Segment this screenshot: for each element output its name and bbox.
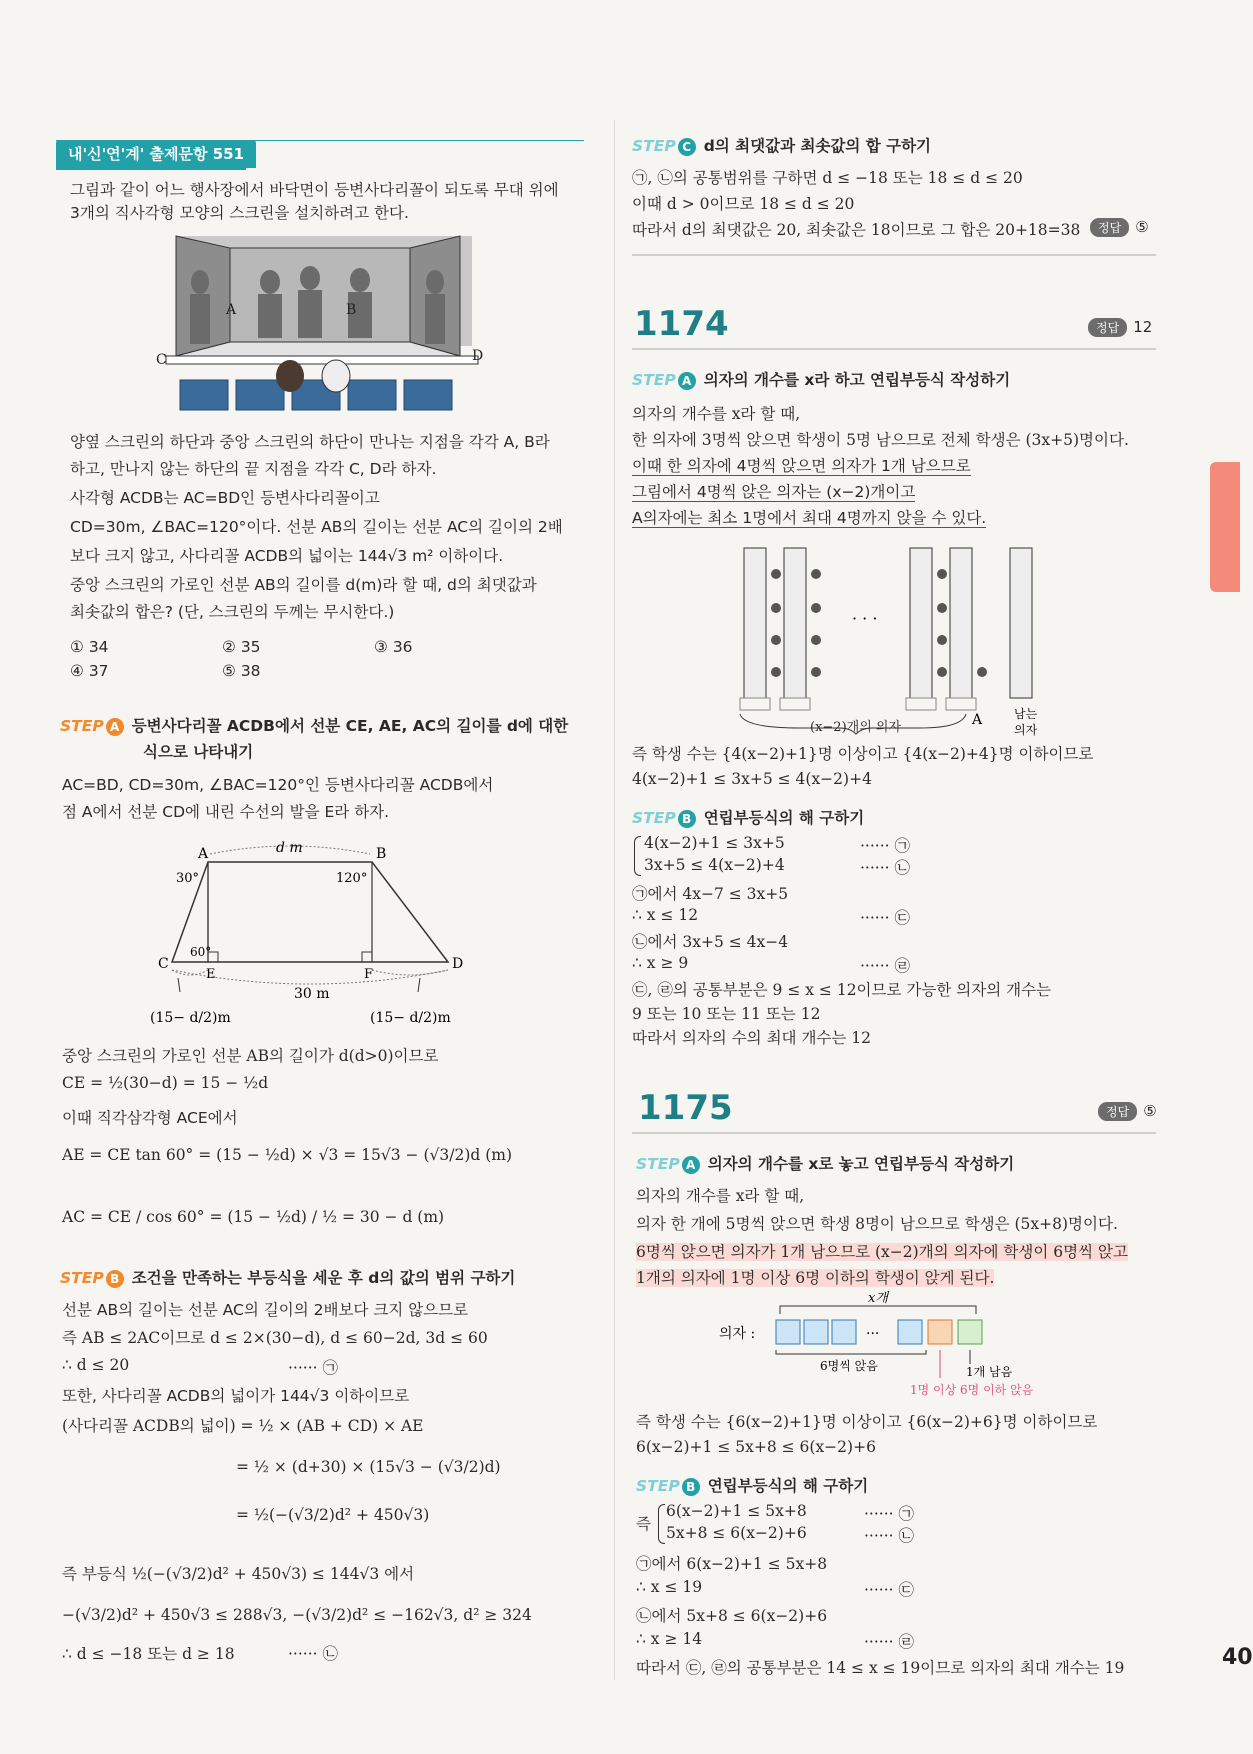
step-a-line-3: 중앙 스크린의 가로인 선분 AB의 길이가 d(d>0)이므로 [62, 1047, 439, 1065]
p1174-step-a-heading: STEP A 의자의 개수를 x라 하고 연립부등식 작성하기 [632, 371, 1011, 389]
step-b-line-1: 선분 AB의 길이는 선분 AC의 길이의 2배보다 크지 않으므로 [62, 1301, 469, 1319]
step-c-line-3: 따라서 d의 최댓값은 20, 최솟값은 18이므로 그 합은 20+18=38 [632, 221, 1081, 239]
p1175-line-1: 의자의 개수를 x라 할 때, [636, 1187, 805, 1205]
step-a-line-6: AE = CE tan 60° = (15 − ½d) × √3 = 15√3 − (√3/2)d (m) [62, 1146, 513, 1164]
step-a-line-1: AC=BD, CD=30m, ∠BAC=120°인 등변사다리꼴 ACDB에서 [62, 776, 494, 794]
step-b-line-2: 즉 AB ≤ 2AC이므로 d ≤ 2×(30−d), d ≤ 60−2d, 3d ≤ 60 [62, 1329, 488, 1347]
step-c-line-1: ㉠, ㉡의 공통범위를 구하면 d ≤ −18 또는 18 ≤ d ≤ 20 [632, 169, 1023, 187]
p1175-sol-2: ∴ x ≤ 19 [636, 1578, 703, 1596]
step-a-line-5: 이때 직각삼각형 ACE에서 [62, 1109, 238, 1127]
chairs-figure [740, 528, 1080, 736]
trap-label-d: D [452, 956, 464, 972]
p1174-line-2: 한 의자에 3명씩 앉으면 학생이 5명 남으므로 전체 학생은 (3x+5)명이다. [632, 431, 1129, 449]
p1175-sol-1: ㉠에서 6(x−2)+1 ≤ 5x+8 [636, 1555, 828, 1573]
stage-screen-figure [156, 232, 490, 417]
trapezoid-figure [150, 828, 510, 1036]
p1175-sol-5: 따라서 ㉢, ㉣의 공통부분은 14 ≤ x ≤ 19이므로 의자의 최대 개수는 19 [636, 1659, 1125, 1677]
p1174-line-5: A의자에는 최소 1명에서 최대 4명까지 앉을 수 있다. [632, 509, 987, 527]
p1175-sys-prefix: 즉 [636, 1515, 651, 1533]
step-b-line-4: 또한, 사다리꼴 ACDB의 넓이가 144√3 이하이므로 [62, 1387, 410, 1405]
choice-2: ② 35 [222, 638, 261, 656]
seat-one-left-label: 1개 남음 [966, 1365, 1013, 1379]
p1174-mark-1: ······ ㉠ [860, 837, 910, 855]
choice-1: ① 34 [70, 638, 109, 656]
step-a-heading-2: 식으로 나타내기 [143, 743, 254, 761]
p1174-mark-3: ······ ㉢ [860, 909, 910, 927]
seat-six-label: 6명씩 앉음 [820, 1359, 878, 1373]
chairs-dots: · · · [852, 609, 878, 628]
trap-label-right-seg: (15− d/2)m [370, 1010, 451, 1026]
trap-label-angle-30: 30° [176, 871, 200, 886]
p1175-sys-2: 5x+8 ≤ 6(x−2)+6 [666, 1524, 807, 1542]
step-b-heading: STEP B 조건을 만족하는 부등식을 세운 후 d의 값의 범위 구하기 [60, 1269, 516, 1287]
step-a-heading: STEP A 등변사다리꼴 ACDB에서 선분 CE, AE, AC의 길이를 d에 대한 [60, 717, 569, 735]
p1175-line-5: 즉 학생 수는 {6(x−2)+1}명 이상이고 {6(x−2)+6}명 이하이므로 [636, 1413, 1098, 1431]
figure-label-d: D [472, 348, 484, 364]
figure-label-b: B [346, 302, 357, 318]
problem-header-tag: 내'신'연'계' 출제문항 551 [56, 140, 256, 168]
p1175-step-a-heading: STEP A 의자의 개수를 x로 놓고 연립부등식 작성하기 [636, 1155, 1015, 1173]
answer-1175: 정답 ⑤ [1098, 1102, 1157, 1121]
problem2-text-3: 사각형 ACDB는 AC=BD인 등변사다리꼴이고 [70, 489, 380, 507]
trap-label-angle-60: 60° [190, 945, 212, 959]
p1174-sol-1: ㉠에서 4x−7 ≤ 3x+5 [632, 885, 789, 903]
p1175-mark-3: ······ ㉢ [864, 1581, 914, 1599]
p1175-sol-4: ∴ x ≥ 14 [636, 1630, 703, 1648]
trap-label-b: B [376, 846, 387, 862]
seat-row-label: 의자 : [719, 1326, 756, 1342]
seat-count-label: x개 [868, 1291, 888, 1306]
chair-label-empty-1: 남는 [1014, 707, 1038, 721]
choice-5: ⑤ 38 [222, 662, 261, 680]
p1175-mark-4: ······ ㉣ [864, 1633, 914, 1651]
step-c-answer: 정답 ⑤ [1090, 218, 1149, 237]
mark-1: ······ ㉠ [288, 1359, 338, 1377]
p1174-system-brace [634, 836, 641, 876]
problem2-text-2: 하고, 만나지 않는 하단의 끝 지점을 각각 C, D라 하자. [70, 460, 437, 478]
p1175-step-b-heading: STEP B 연립부등식의 해 구하기 [636, 1477, 869, 1495]
chair-label-empty-2: 의자 [1014, 723, 1038, 737]
p1174-mark-2: ······ ㉡ [860, 859, 910, 877]
p1174-line-3: 이때 한 의자에 4명씩 앉으면 의자가 1개 남으므로 [632, 457, 971, 475]
p1174-line-1: 의자의 개수를 x라 할 때, [632, 405, 801, 423]
trap-label-c: C [158, 956, 169, 972]
problem-text-2: 3개의 직사각형 모양의 스크린을 설치하려고 한다. [70, 204, 409, 222]
trap-label-left-seg: (15− d/2)m [150, 1010, 231, 1026]
step-b-line-10: ∴ d ≤ −18 또는 d ≥ 18 [62, 1645, 235, 1663]
p1175-line-6: 6(x−2)+1 ≤ 5x+8 ≤ 6(x−2)+6 [636, 1438, 876, 1456]
step-a-line-2: 점 A에서 선분 CD에 내린 수선의 발을 E라 하자. [62, 803, 390, 821]
step-b-line-5: (사다리꼴 ACDB의 넓이) = ½ × (AB + CD) × AE [62, 1417, 424, 1435]
p1174-sol-6: 9 또는 10 또는 11 또는 12 [632, 1005, 821, 1023]
problem2-text-1: 양옆 스크린의 하단과 중앙 스크린의 하단이 만나는 지점을 각각 A, B라 [70, 433, 550, 451]
p1175-sol-3: ㉡에서 5x+8 ≤ 6(x−2)+6 [636, 1607, 828, 1625]
chairs-brace-label: (x−2)개의 의자 [810, 720, 902, 735]
page-number: 40 [1222, 1645, 1253, 1670]
p1174-sol-3: ㉡에서 3x+5 ≤ 4x−4 [632, 933, 789, 951]
p1175-line-3: 6명씩 앉으면 의자가 1개 남으므로 (x−2)개의 의자에 학생이 6명씩 앉고 [636, 1243, 1128, 1261]
seat-dots: ··· [866, 1326, 880, 1342]
choice-3: ③ 36 [374, 638, 413, 656]
section-rule-1 [632, 254, 1156, 256]
p1174-line-7: 4(x−2)+1 ≤ 3x+5 ≤ 4(x−2)+4 [632, 770, 872, 788]
trap-label-bottom: 30 m [294, 986, 330, 1002]
p1175-sys-1: 6(x−2)+1 ≤ 5x+8 [666, 1502, 807, 1520]
problem2-text-7: 최솟값의 합은? (단, 스크린의 두께는 무시한다.) [70, 603, 395, 621]
mark-2: ······ ㉡ [288, 1645, 338, 1663]
trap-label-top: d m [276, 840, 303, 856]
p1174-sol-2: ∴ x ≤ 12 [632, 906, 699, 924]
column-divider [614, 120, 615, 1680]
figure-label-a: A [226, 302, 237, 318]
p1174-sol-5: ㉢, ㉣의 공통부분은 9 ≤ x ≤ 12이므로 가능한 의자의 개수는 [632, 981, 1052, 999]
trap-label-a: A [198, 846, 209, 862]
problem-number-1175: 1175 [638, 1088, 733, 1128]
step-a-line-7: AC = CE / cos 60° = (15 − ½d) / ½ = 30 − d (m) [62, 1208, 445, 1226]
problem2-text-4: CD=30m, ∠BAC=120°이다. 선분 AB의 길이는 선분 AC의 길이의 2배 [70, 518, 563, 536]
p1175-line-4: 1개의 의자에 1명 이상 6명 이하의 학생이 앉게 된다. [636, 1269, 995, 1287]
step-a-line-4: CE = ½(30−d) = 15 − ½d [62, 1074, 269, 1092]
step-c-heading: STEP C d의 최댓값과 최솟값의 합 구하기 [632, 137, 932, 155]
p1175-system-brace [658, 1504, 665, 1544]
figure-label-c: C [156, 352, 167, 368]
p1175-mark-2: ······ ㉡ [864, 1527, 914, 1545]
step-b-line-6: = ½ × (d+30) × (15√3 − (√3/2)d) [236, 1458, 501, 1476]
p1174-sol-4: ∴ x ≥ 9 [632, 954, 689, 972]
answer-1174: 정답 12 [1088, 318, 1152, 337]
problem2-text-5: 보다 크지 않고, 사다리꼴 ACDB의 넓이는 144√3 m² 이하이다. [70, 547, 504, 565]
section-rule-1174 [632, 348, 1156, 350]
trap-label-angle-120: 120° [336, 871, 368, 886]
p1174-line-4: 그림에서 4명씩 앉은 의자는 (x−2)개이고 [632, 483, 916, 501]
choice-4: ④ 37 [70, 662, 109, 680]
step-c-line-2: 이때 d > 0이므로 18 ≤ d ≤ 20 [632, 195, 855, 213]
p1175-line-2: 의자 한 개에 5명씩 앉으면 학생 8명이 남으므로 학생은 (5x+8)명이다. [636, 1215, 1118, 1233]
p1174-sys-1: 4(x−2)+1 ≤ 3x+5 [644, 834, 785, 852]
header-underline [56, 168, 246, 170]
p1175-mark-1: ······ ㉠ [864, 1505, 914, 1523]
problem-text-1: 그림과 같이 어느 행사장에서 바닥면이 등변사다리꼴이 되도록 무대 위에 [70, 181, 559, 199]
problem-number-1174: 1174 [634, 304, 729, 344]
chapter-tab [1210, 462, 1240, 592]
trap-label-e: E [206, 967, 216, 982]
seat-boxes-figure [720, 1290, 1070, 1402]
step-b-line-3: ∴ d ≤ 20 [62, 1356, 130, 1374]
section-rule-1175 [632, 1132, 1156, 1134]
seat-range-label: 1명 이상 6명 이하 앉음 [910, 1383, 1034, 1397]
p1174-step-b-heading: STEP B 연립부등식의 해 구하기 [632, 809, 865, 827]
p1174-sol-7: 따라서 의자의 수의 최대 개수는 12 [632, 1029, 872, 1047]
header-rule [56, 140, 584, 141]
p1174-mark-4: ······ ㉣ [860, 957, 910, 975]
chair-label-a: A [972, 712, 983, 728]
trap-label-f: F [364, 967, 374, 982]
p1174-line-6: 즉 학생 수는 {4(x−2)+1}명 이상이고 {4(x−2)+4}명 이하이므로 [632, 745, 1094, 763]
step-b-line-7: = ½(−(√3/2)d² + 450√3) [236, 1506, 430, 1524]
p1174-sys-2: 3x+5 ≤ 4(x−2)+4 [644, 856, 785, 874]
step-b-line-9: −(√3/2)d² + 450√3 ≤ 288√3, −(√3/2)d² ≤ −162√3, d² ≥ 324 [62, 1606, 532, 1624]
problem2-text-6: 중앙 스크린의 가로인 선분 AB의 길이를 d(m)라 할 때, d의 최댓값과 [70, 576, 537, 594]
step-b-line-8: 즉 부등식 ½(−(√3/2)d² + 450√3) ≤ 144√3 에서 [62, 1565, 415, 1583]
